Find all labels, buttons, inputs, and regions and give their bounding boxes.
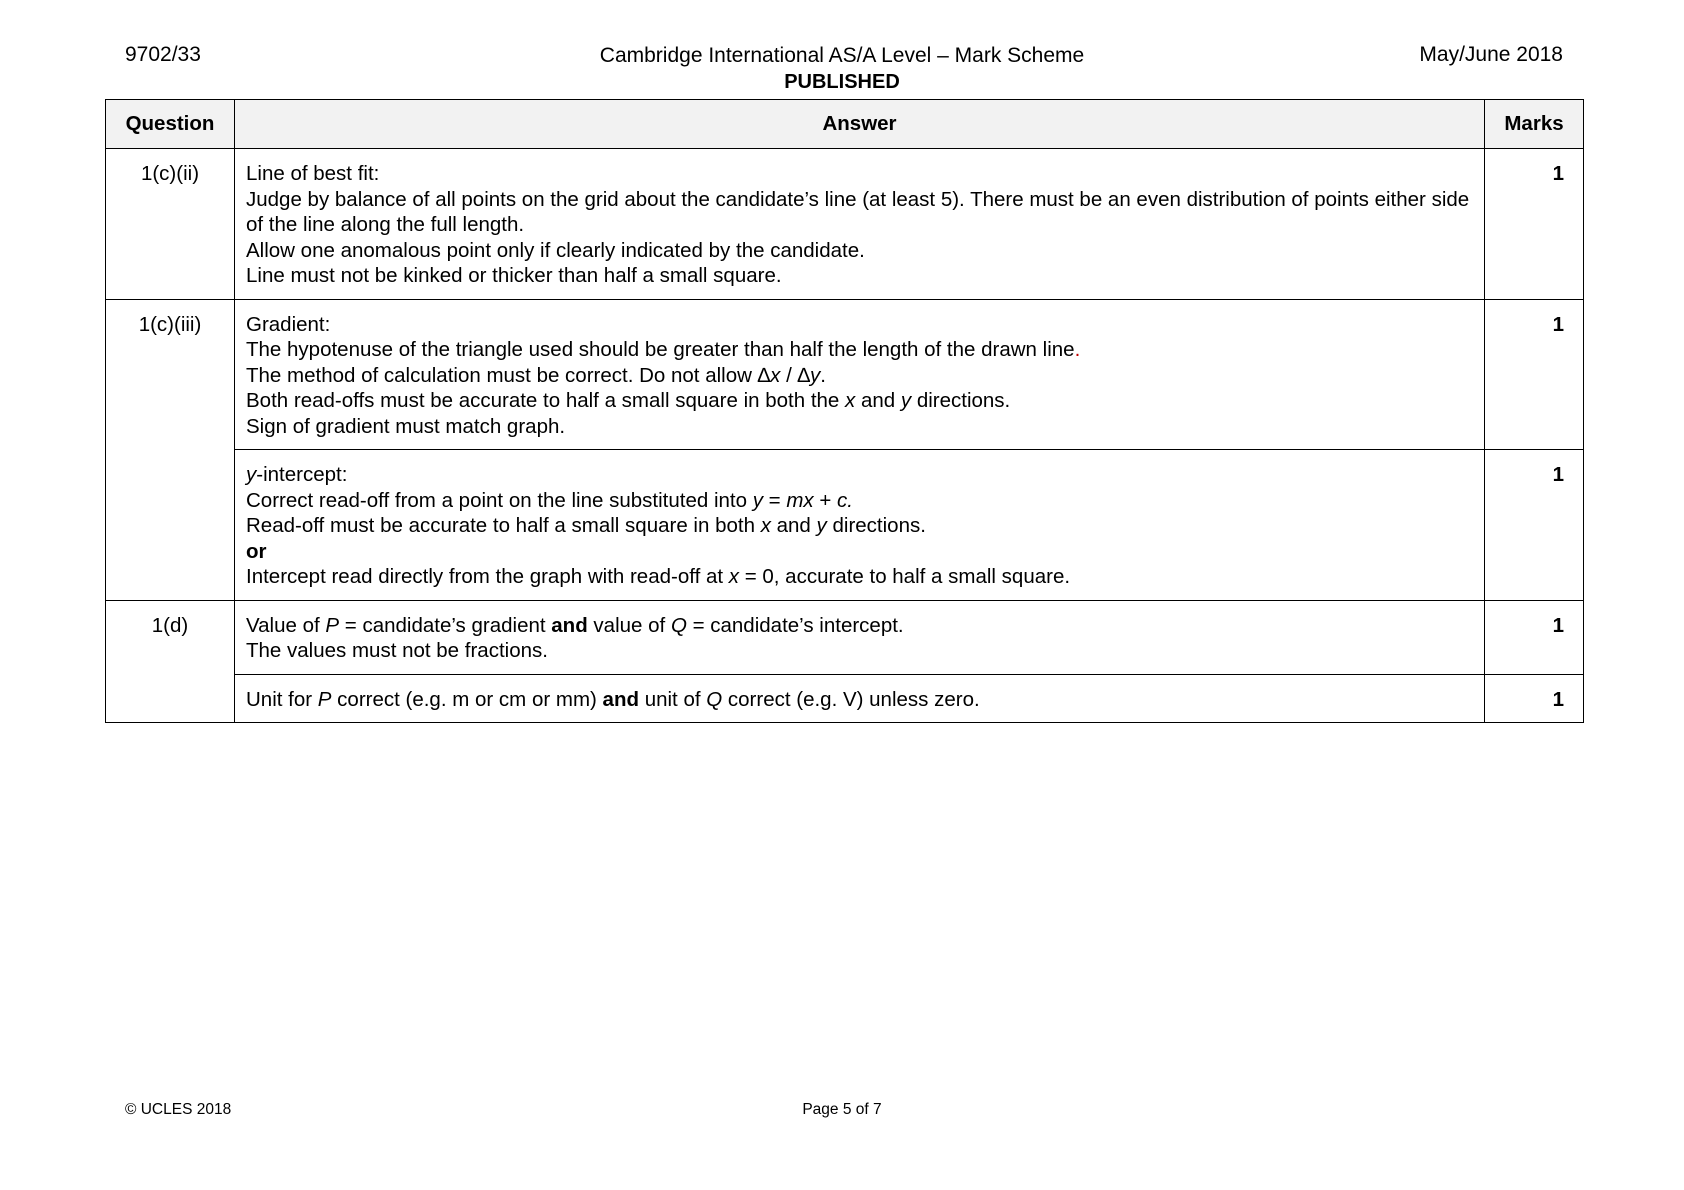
answer-line: y-intercept:	[246, 463, 348, 486]
question-number: 1(c)(ii)	[106, 149, 235, 300]
exam-session: May/June 2018	[1419, 43, 1563, 66]
document-title: Cambridge International AS/A Level – Mark Scheme	[599, 44, 1085, 67]
table-row	[106, 600, 1584, 674]
answer-line: Gradient:	[246, 312, 331, 336]
column-header-marks: Marks	[1485, 100, 1584, 149]
published-label: PUBLISHED	[784, 71, 900, 93]
answer-cell	[235, 149, 1485, 300]
answer-line: Unit for P correct (e.g. m or cm or mm) and unit of Q correct (e.g. V) unless zero.	[246, 687, 980, 711]
mark-value: 1	[1485, 450, 1584, 601]
answer-cell	[235, 674, 1485, 723]
table-row	[106, 299, 1584, 450]
answer-cell	[235, 299, 1485, 450]
answer-line: Correct read-off from a point on the line substituted into y = mx + c.	[246, 488, 853, 512]
answer-line: or	[246, 539, 267, 563]
answer-line: The values must not be fractions.	[246, 639, 548, 662]
column-header-answer: Answer	[235, 100, 1485, 149]
answer-line: Read-off must be accurate to half a small square in both x and y directions.	[246, 514, 926, 537]
table-row	[106, 674, 1584, 723]
table-row	[106, 450, 1584, 601]
answer-line: Line of best fit:	[246, 162, 380, 185]
answer-line: The method of calculation must be correct. Do not allow ∆x / ∆y.	[246, 363, 826, 387]
mark-value: 1	[1485, 299, 1584, 450]
mark-value: 1	[1485, 149, 1584, 300]
mark-value: 1	[1485, 600, 1584, 674]
answer-line: Value of P = candidate’s gradient and value of Q = candidate’s intercept.	[246, 613, 904, 637]
answer-line: Line must not be kinked or thicker than half a small square.	[246, 264, 782, 287]
table-row	[106, 149, 1584, 300]
answer-cell	[235, 600, 1485, 674]
answer-cell	[235, 450, 1485, 601]
question-number: 1(c)(iii)	[106, 299, 235, 600]
answer-line: Allow one anomalous point only if clearly indicated by the candidate.	[246, 238, 865, 262]
column-header-question: Question	[106, 100, 235, 149]
answer-line: Judge by balance of all points on the grid about the candidate’s line (at least 5). There must be an even distribution of points either side of the line along the full length.	[246, 187, 1470, 236]
table-header-row	[106, 100, 1584, 149]
page-number: Page 5 of 7	[802, 1101, 882, 1118]
question-number: 1(d)	[106, 600, 235, 723]
mark-value: 1	[1485, 674, 1584, 723]
answer-line: Intercept read directly from the graph with read-off at x = 0, accurate to half a small square.	[246, 565, 1071, 588]
paper-code: 9702/33	[125, 43, 201, 66]
copyright-notice: © UCLES 2018	[125, 1101, 232, 1118]
answer-line: Both read-offs must be accurate to half a small square in both the x and y directions.	[246, 389, 1011, 412]
mark-scheme-table	[105, 99, 1584, 723]
answer-line: Sign of gradient must match graph.	[246, 414, 566, 438]
answer-line: The hypotenuse of the triangle used should be greater than half the length of the drawn line.	[246, 338, 1081, 361]
